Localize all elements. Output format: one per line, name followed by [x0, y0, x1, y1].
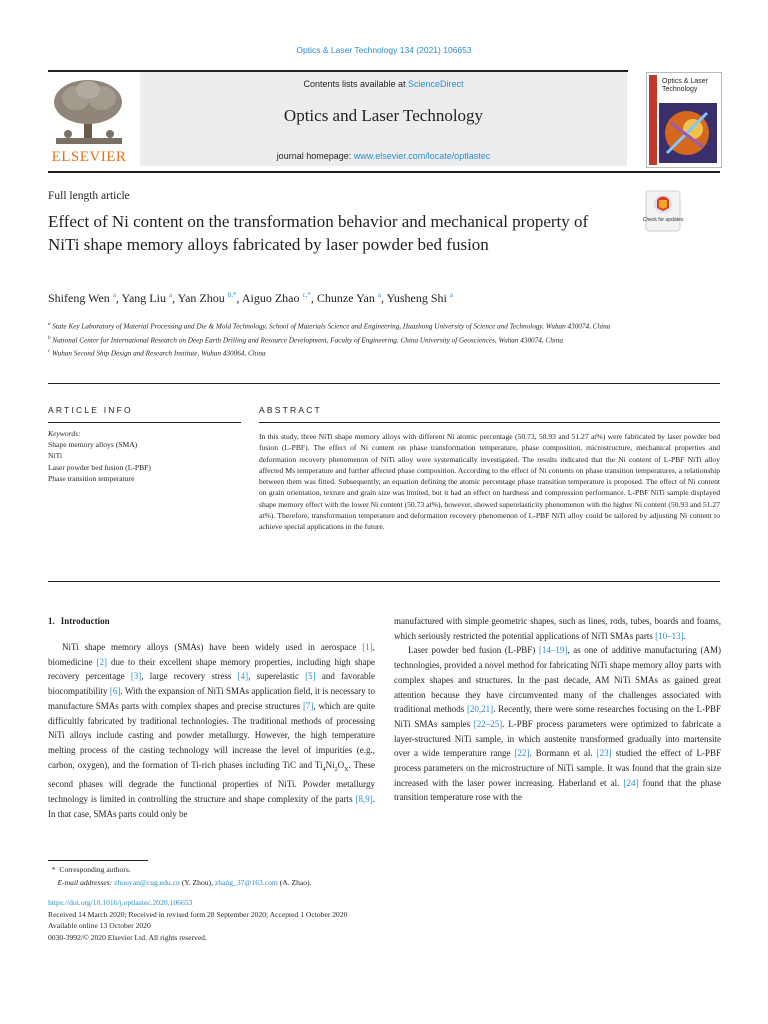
author-separator: , — [172, 291, 178, 305]
author-affiliation-marker[interactable]: c,* — [302, 291, 311, 299]
email-link-zhao[interactable]: zhang_37@163.com — [214, 878, 278, 887]
author-name[interactable]: Aiguo Zhao — [241, 291, 300, 305]
abstract-rule — [259, 422, 720, 423]
citation-link[interactable]: [2] — [96, 656, 107, 667]
keywords-block — [48, 428, 248, 484]
journal-title: Optics and Laser Technology — [283, 106, 484, 125]
affiliation-marker: b — [48, 335, 51, 341]
paragraph-text: Ni — [325, 759, 335, 770]
affiliation-text: National Center for International Research on Deep Earth Drilling and Resource Development, Faculty of Engineering, China University of Geosciences, Wuhan 430074, China — [50, 336, 563, 345]
author-affiliation-marker[interactable]: b,* — [227, 291, 237, 299]
subscript: 2 — [334, 766, 338, 773]
paragraph-text: , biomedicine — [48, 642, 375, 667]
paragraph-text: O — [337, 759, 345, 770]
subscript: X — [344, 766, 349, 773]
citation-link[interactable]: [23] — [596, 748, 612, 759]
author-name[interactable]: Yusheng Shi — [386, 291, 447, 305]
email-owner-zhou: (Y. Zhou), — [179, 878, 215, 887]
paragraph-text: studied the effect of L-PBF process parameters on the microstructure of NiTi sample. It was found that the grain size increased with the laser power increasing. Haberland et al. — [394, 748, 721, 788]
author-separator: , — [115, 291, 122, 305]
citation-link[interactable]: [6] — [109, 686, 121, 697]
publisher-wordmark: ELSEVIER — [51, 149, 127, 165]
paragraph-text: , superelastic — [248, 671, 306, 682]
citation-link[interactable]: [20,21] — [466, 704, 494, 715]
homepage-prefix: journal homepage: — [276, 151, 354, 161]
body-column-right — [394, 614, 721, 805]
citation-link[interactable]: [24] — [623, 777, 639, 788]
paragraph-text: . L-PBF process parameters were optimized to fabricate a layer-structured NiTi sample, in which austenite transformed gradually into martensite over a wide temperature range — [394, 718, 722, 759]
publication-metadata — [48, 897, 548, 943]
author-name[interactable]: Shifeng Wen — [48, 291, 110, 305]
received-dates: Received 14 March 2020; Received in revised form 28 September 2020; Accepted 1 October 2020 — [48, 909, 348, 919]
article-info-heading: ARTICLE INFO — [48, 405, 133, 415]
author-affiliation-marker[interactable]: a — [168, 291, 173, 299]
citation-link[interactable]: [22–25] — [473, 718, 503, 729]
affiliation-marker: c — [48, 349, 51, 355]
abstract-text: In this study, three NiTi shape memory alloys with different Ni atomic percentage (50.73, 50.93 and 51.27 at%) were fabricated by laser powder bed fusion (L-PBF). The effect of Ni content on phase transformation temperature, phase composition, microstructure, mechanical properties and deformation recovery phenomenon of NiTi alloy were systematically investigated. The results indicated that the Ni content of L-PBF NiTi alloy affected Ms temperature and further affected phase composition. According to the effect of Ni contents on phase transition temperatures, a relationship between them was fitted. Subsequently, an equation defining the atomic percentage phase transition temperature is proposed. The effect of Ni content on grain orientation, texture and grain size was limited, but it had an effect on hardness and compression performance. L-PBF NiTi sample displayed shape memory effect with the lower Ni content (50.73 at%), however, showed superelasticity phenomenon with the higher Ni content (50.93 and 51.27 at%). Therefore, transformation temperature and deformation recovery phenomenon of L-PBF NiTi alloy could be tailored by adjusting Ni content to achieve special applications in the future. — [259, 432, 720, 532]
paragraph-text: manufactured with simple geometric shapes, such as lines, rods, tubes, boards and foams, which seriously restricted the potential applications of NiTi SMAs parts — [394, 616, 721, 641]
check-for-updates-icon[interactable] — [642, 191, 684, 231]
paragraph-text: Laser powder bed fusion (L-PBF) — [408, 645, 539, 656]
citation-link[interactable]: [10–13] — [655, 630, 684, 641]
author-affiliation-marker[interactable]: a — [449, 291, 453, 299]
author-name[interactable]: Chunze Yan — [316, 291, 375, 305]
citation-link[interactable]: [5] — [305, 671, 316, 682]
author-name[interactable]: Yan Zhou — [177, 291, 225, 305]
intro-paragraph — [394, 643, 721, 805]
keywords-label: Keywords: — [48, 429, 81, 438]
affiliation-item — [48, 319, 648, 333]
check-updates-label: Check for updates — [642, 217, 684, 223]
cover-title: Optics & Laser Technology — [662, 78, 708, 93]
author-separator: , — [236, 291, 242, 305]
citation-link[interactable]: [7] — [302, 700, 314, 711]
email-label: E-mail addresses: — [57, 878, 113, 887]
citation-link[interactable]: [3] — [130, 671, 142, 682]
paragraph-text: . — [683, 630, 686, 641]
paragraph-text: . With the expansion of NiTi SMAs application field, it is necessary to manufacture SMAs parts with complex shapes and precise structures — [48, 686, 375, 711]
keyword-item: Phase transition temperature — [48, 473, 135, 483]
citation-link[interactable]: [1] — [362, 642, 373, 652]
author-separator: , — [310, 291, 317, 305]
footnotes — [48, 863, 548, 889]
affiliation-text: State Key Laboratory of Material Processing and Die & Mold Technology, School of Materials Science and Engineering, Huazhong University of Science and Technology, Wuhan 430074, China — [50, 322, 611, 331]
affiliation-list — [48, 319, 648, 360]
intro-paragraph — [394, 614, 721, 643]
subscript: 4 — [322, 766, 326, 773]
affiliation-marker: a — [48, 322, 51, 327]
citation-link[interactable]: [22] — [514, 748, 530, 759]
citation-link[interactable]: [4] — [237, 671, 249, 682]
abstract-end-rule — [48, 581, 720, 582]
paragraph-text: . In that case, SMAs parts could only be — [48, 793, 375, 819]
corresponding-label: Corresponding authors. — [59, 865, 131, 874]
section-number: 1. — [48, 616, 55, 626]
keyword-item: NiTi — [48, 451, 63, 461]
doi-link[interactable]: https://doi.org/10.1016/j.optlastec.2020.106653 — [48, 898, 193, 907]
citation-link[interactable]: [14–19] — [538, 645, 568, 656]
article-info-rule — [48, 422, 241, 423]
affiliation-item — [48, 346, 648, 360]
email-owner-zhao: (A. Zhao). — [277, 878, 312, 887]
journal-homepage — [140, 151, 627, 161]
author-affiliation-marker[interactable]: a — [377, 291, 381, 299]
copyright: 0030-3992/© 2020 Elsevier Ltd. All rights reserved. — [48, 932, 207, 942]
homepage-link[interactable]: www.elsevier.com/locate/optlastec — [353, 151, 491, 161]
sciencedirect-link[interactable]: ScienceDirect — [408, 79, 464, 89]
abstract-heading: ABSTRACT — [259, 405, 322, 415]
affiliation-text: Wuhan Second Ship Design and Research Institute, Wuhan 430064, China — [50, 349, 266, 358]
paragraph-text: due to their excellent shape memory properties, including high shape recovery percentage — [48, 656, 375, 682]
paragraph-text: found that the phase transition temperature rose with the — [394, 777, 721, 803]
paragraph-text: , which are quite difficultly fabricated by traditional technologies. The traditional methods of processing NiTi alloys include casting and powder metallurgy. However, the high temperature melting process of the casting technology will increase the level of impurities (e.g., carbon, oxygen), and the formation of Ti-rich phases including TiC and Ti — [48, 700, 375, 770]
section-title: Introduction — [60, 616, 110, 626]
email-note — [48, 876, 548, 889]
author-separator: , — [380, 291, 387, 305]
paragraph-text: , as one of additive manufacturing (AM) technologies, provided a novel method for fabricating NiTi shape memory alloy parts with complex shapes and structures. In the past decade, AM NiTi SMAs as gained great attention because they have circumvented many of the challenges associated with traditional methods — [394, 645, 721, 715]
paragraph-text: , large recovery stress — [141, 671, 238, 682]
paragraph-text: . These second phases will degrade the functional properties of NiTi. Powder metallurgy technology is limited in controlling the structure and shape complexity of the parts — [48, 759, 375, 804]
contents-prefix: Contents lists available at — [303, 79, 409, 89]
email-link-zhou[interactable]: zhouyan@cug.edu.cn — [114, 878, 180, 887]
article-type: Full length article — [48, 190, 130, 202]
section-heading — [48, 616, 110, 626]
author-list — [48, 291, 668, 306]
paragraph-text: and favorable biocompatibility — [48, 671, 375, 697]
section-rule — [48, 383, 720, 384]
author-affiliation-marker[interactable]: a — [112, 291, 116, 299]
body-column-left — [48, 640, 375, 821]
footnote-rule — [48, 860, 148, 861]
keyword-item: Shape memory alloys (SMA) — [48, 440, 138, 450]
citation-link[interactable]: [8,9] — [355, 793, 373, 804]
intro-paragraph — [48, 640, 375, 821]
corresponding-note — [48, 863, 548, 876]
author-name[interactable]: Yang Liu — [121, 291, 166, 305]
header-bottom-rule — [48, 171, 720, 173]
paragraph-text: . Bormann et al. — [529, 748, 597, 759]
keyword-item: Laser powder bed fusion (L-PBF) — [48, 462, 151, 472]
article-title: Effect of Ni content on the transformation behavior and mechanical property of NiTi shape memory alloys fabricated by laser powder bed fusion — [48, 212, 589, 254]
available-online: Available online 13 October 2020 — [48, 921, 151, 931]
affiliation-item — [48, 333, 648, 347]
footnote-star: * — [51, 865, 56, 874]
paragraph-text: NiTi shape memory alloys (SMAs) have been widely used in aerospace — [62, 642, 363, 652]
journal-reference-link[interactable]: Optics & Laser Technology 134 (2021) 106653 — [296, 45, 472, 55]
contents-availability — [140, 79, 627, 89]
paragraph-text: . Recently, there were some researches focusing on the L-PBF NiTi SMAs samples — [394, 704, 721, 729]
